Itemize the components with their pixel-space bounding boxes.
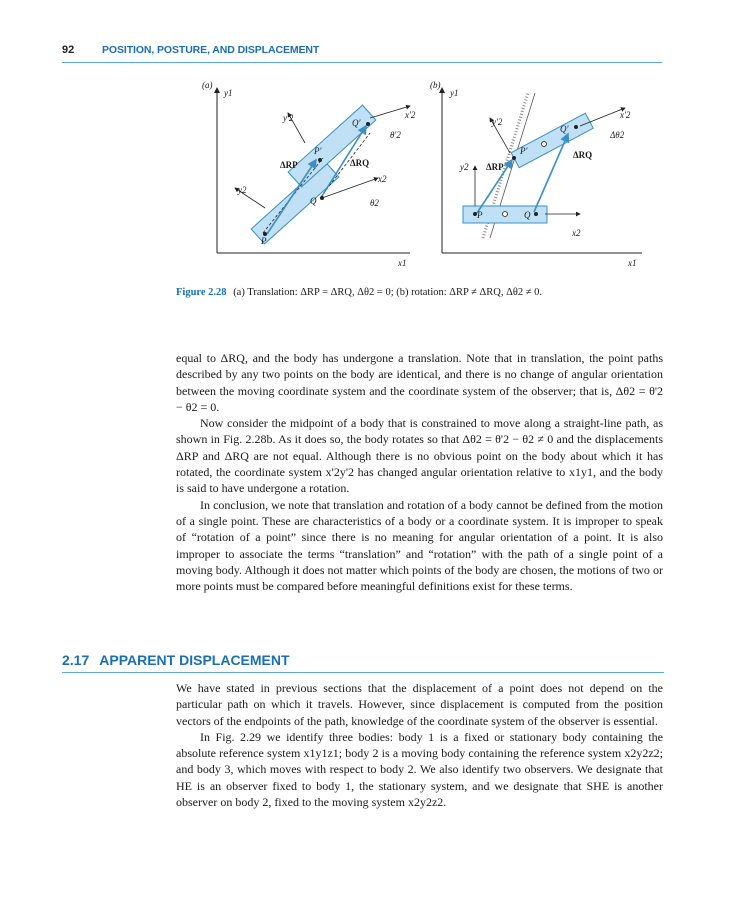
label-dRQ-b: ΔRQ (573, 150, 593, 160)
y2p-label-a: y'2 (283, 113, 294, 123)
x2-label-b: x2 (572, 228, 581, 238)
panel-a (202, 80, 416, 268)
section-rule (62, 672, 664, 673)
label-dRP-a: ΔRP (280, 160, 298, 170)
figure-2-28-svg (180, 78, 650, 278)
point-pp-b (512, 156, 516, 160)
panel-b (430, 80, 642, 268)
label-pp-a: P' (314, 146, 322, 156)
point-pp-a (318, 158, 322, 162)
header-rule (62, 62, 662, 63)
label-q-a: Q (310, 196, 317, 206)
x1-label-a: x1 (398, 258, 407, 268)
body-text-block (176, 350, 663, 594)
dtheta2-label-b: Δθ2 (610, 130, 625, 140)
x2p-label-b: x'2 (620, 110, 631, 120)
running-title: POSITION, POSTURE, AND DISPLACEMENT (102, 44, 320, 56)
caption-label: Figure 2.28 (176, 287, 227, 298)
section-paragraph-1: We have stated in previous sections that the displacement of a point does not depend on the particular path on which it travels. However, since displacement is computed from the position vectors of the endpoints of the path, knowledge of the coordinate system of the observer is essential. (176, 681, 663, 728)
point-qp-a (366, 122, 370, 126)
page-number: 92 (62, 44, 75, 56)
caption-text: (a) Translation: ΔRP = ΔRQ, Δθ2 = 0; (b) rotation: ΔRP ≠ ΔRQ, Δθ2 ≠ 0. (233, 287, 543, 298)
paragraph-3: In conclusion, we note that translation and rotation of a body cannot be defined from the motion of a single point. These are characteristics of a body or a coordinate system. It is improper to speak of “rotation of a point” since there is no meaning for angular orientation of a point. It is also improper to associate the terms “translation” and “rotation” with the path of a single point of a moving body. Although it does not matter which points of the body are chosen, the motions of two or more points must be compared before meaningful definitions exist for these terms. (176, 497, 663, 594)
y1-label-b: y1 (450, 88, 459, 98)
label-dRP-b: ΔRP (486, 162, 504, 172)
section-heading (62, 652, 664, 674)
x2-label-a: x2 (378, 174, 387, 184)
section-number: 2.17 (62, 652, 90, 668)
theta2-label-a: θ2 (370, 198, 379, 208)
point-q-b (534, 212, 538, 216)
midpoint-final-b (542, 142, 547, 147)
y2p-label-b: y'2 (492, 117, 503, 127)
x2p-label-a: x'2 (405, 110, 416, 120)
label-qp-b: Q' (560, 124, 569, 134)
theta2p-label-a: θ'2 (390, 130, 401, 140)
figure-2-28 (180, 78, 650, 278)
section-paragraph-2: In Fig. 2.29 we identify three bodies: body 1 is a fixed or stationary body containing the absolute reference system x1y1z1; body 2 is a moving body containing the reference system x2y2z2; and body 3, which moves with respect to body 2. We also identify two observers. We designate that HE is an observer fixed to body 1, the stationary system, and we designate that SHE is another observer on body 2, fixed to the moving system x2y2z2. (176, 729, 663, 810)
figure-caption (176, 287, 666, 298)
section-text-block (176, 680, 663, 810)
midpoint-b (503, 212, 508, 217)
x1-label-b: x1 (628, 258, 637, 268)
label-dRQ-a: ΔRQ (350, 158, 370, 168)
y2-label-b: y2 (460, 162, 469, 172)
y2-label-a: y2 (238, 185, 247, 195)
y1-label-a: y1 (224, 88, 233, 98)
label-pp-b: P' (520, 146, 528, 156)
panel-a-label: (a) (202, 80, 213, 90)
panel-b-label: (b) (430, 80, 441, 90)
point-qp-b (574, 125, 578, 129)
paragraph-1: equal to ΔRQ, and the body has undergone a translation. Note that in translation, the point paths described by any two points on the body are identical, and there is no change of angular orientation between the moving coordinate system and the coordinate system of the observer; that is, Δθ2 = θ'2 − θ2 = 0. (176, 351, 663, 414)
paragraph-2: Now consider the midpoint of a body that is constrained to move along a straight-line path, as shown in Fig. 2.28b. As it does so, the body rotates so that Δθ2 = θ'2 − θ2 ≠ 0 and the displacements ΔRP and ΔRQ are not equal. Although there is no obvious point on the body about which it has rotated, the coordinate system x'2y'2 has changed angular orientation relative to x1y1, and the body is said to have undergone a rotation. (176, 416, 663, 496)
label-qp-a: Q' (352, 118, 361, 128)
section-title: APPARENT DISPLACEMENT (99, 652, 290, 668)
label-p-b: P (477, 210, 483, 220)
label-p-a: P (261, 236, 267, 246)
x2p-axis-a (370, 106, 410, 118)
label-q-b: Q (524, 210, 531, 220)
running-header (62, 44, 662, 64)
